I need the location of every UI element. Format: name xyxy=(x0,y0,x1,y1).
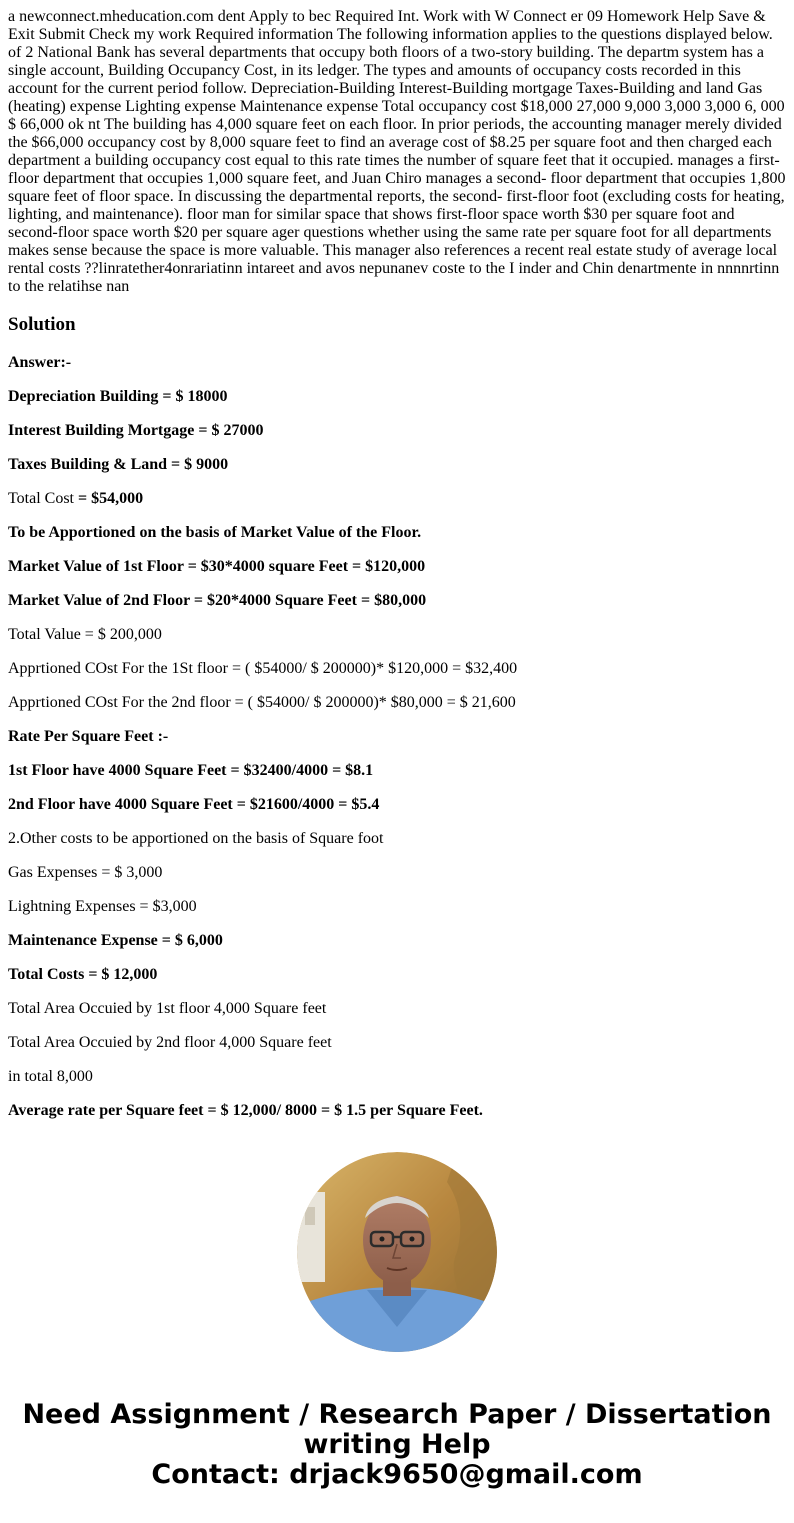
area-total-line: in total 8,000 xyxy=(8,1068,93,1085)
apportioned-1st-line: Apprtioned COst For the 1St floor = ( $54000/ $ 200000)* $120,000 = $32,400 xyxy=(8,660,518,677)
rate-2nd-floor-line: 2nd Floor have 4000 Square Feet = $21600/4000 = $5.4 xyxy=(8,796,380,813)
promo-banner xyxy=(8,1400,786,1490)
answer-label: Answer:- xyxy=(8,354,72,371)
promo-line-2: writing Help xyxy=(303,1429,491,1460)
depreciation-line: Depreciation Building = $ 18000 xyxy=(8,388,228,405)
author-avatar xyxy=(297,1152,497,1352)
other-costs-line: 2.Other costs to be apportioned on the basis of Square foot xyxy=(8,830,384,847)
question-text: a newconnect.mheducation.com dent Apply to bec Required Int. Work with W Connect er 09 Homework Help Save & Exit Submit Check my work Required information The following information applies to the questions displayed below. of 2 National Bank has several departments that occupy both floors of a two-story building. The departm system has a single account, Building Occupancy Cost, in its ledger. The types and amounts of occupancy costs recorded in this account for the current period follow. Depreciation-Building Interest-Building mortgage Taxes-Building and land Gas (heating) expense Lighting expense Maintenance expense Total occupancy cost $18,000 27,000 9,000 3,000 3,000 6, 000 $ 66,000 ok nt The building has 4,000 square feet on each floor. In prior periods, the accounting manager merely divided the $66,000 occupancy cost by 8,000 square feet to find an average cost of $8.25 per square foot and then charged each department a building occupancy cost equal to this rate times the number of square feet that it occupied. manages a first-floor department that occupies 1,000 square feet, and Juan Chiro manages a second- floor department that occupies 1,800 square feet of floor space. In discussing the departmental reports, the second- first-floor foot (excluding costs for heating, lighting, and maintenance). floor man for similar space that shows first-floor space worth $30 per square foot and second-floor space worth $20 per square ager questions whether using the same rate per square foot for all departments makes sense because the space is more valuable. This manager also references a recent real estate study of average local rental costs ??linratether4onrariatinn intareet and avos nepunanev coste to the I inder and Chin denartmente in nnnnrtinn to the relatihse nan xyxy=(8,8,786,295)
rate-1st-floor-line: 1st Floor have 4000 Square Feet = $32400/4000 = $8.1 xyxy=(8,762,374,779)
area-1st-floor-line: Total Area Occuied by 1st floor 4,000 Square feet xyxy=(8,1000,327,1017)
total-cost-label: Total Cost xyxy=(8,490,78,507)
area-2nd-floor-line: Total Area Occuied by 2nd floor 4,000 Square feet xyxy=(8,1034,332,1051)
interest-line: Interest Building Mortgage = $ 27000 xyxy=(8,422,264,439)
solution-heading: Solution xyxy=(8,314,76,335)
apportion-basis-line: To be Apportioned on the basis of Market Value of the Floor. xyxy=(8,524,422,541)
market-value-2nd-line: Market Value of 2nd Floor = $20*4000 Square Feet = $80,000 xyxy=(8,592,427,609)
gas-expense-line: Gas Expenses = $ 3,000 xyxy=(8,864,163,881)
promo-contact: Contact: drjack9650@gmail.com xyxy=(151,1459,643,1490)
taxes-line: Taxes Building & Land = $ 9000 xyxy=(8,456,229,473)
promo-line-1: Need Assignment / Research Paper / Dissertation xyxy=(22,1399,772,1430)
apportioned-2nd-line: Apprtioned COst For the 2nd floor = ( $54000/ $ 200000)* $80,000 = $ 21,600 xyxy=(8,694,516,711)
total-cost-value: = $54,000 xyxy=(78,490,144,507)
rate-heading-line: Rate Per Square Feet :- xyxy=(8,728,169,745)
solution-body xyxy=(8,346,786,1128)
lighting-expense-line: Lightning Expenses = $3,000 xyxy=(8,898,197,915)
total-value-line: Total Value = $ 200,000 xyxy=(8,626,162,643)
total-cost-line xyxy=(8,482,786,516)
maintenance-expense-line: Maintenance Expense = $ 6,000 xyxy=(8,932,223,949)
author-photo-container xyxy=(8,1152,786,1352)
average-rate-line: Average rate per Square feet = $ 12,000/ 8000 = $ 1.5 per Square Feet. xyxy=(8,1102,483,1119)
market-value-1st-line: Market Value of 1st Floor = $30*4000 square Feet = $120,000 xyxy=(8,558,426,575)
total-costs-line: Total Costs = $ 12,000 xyxy=(8,966,158,983)
